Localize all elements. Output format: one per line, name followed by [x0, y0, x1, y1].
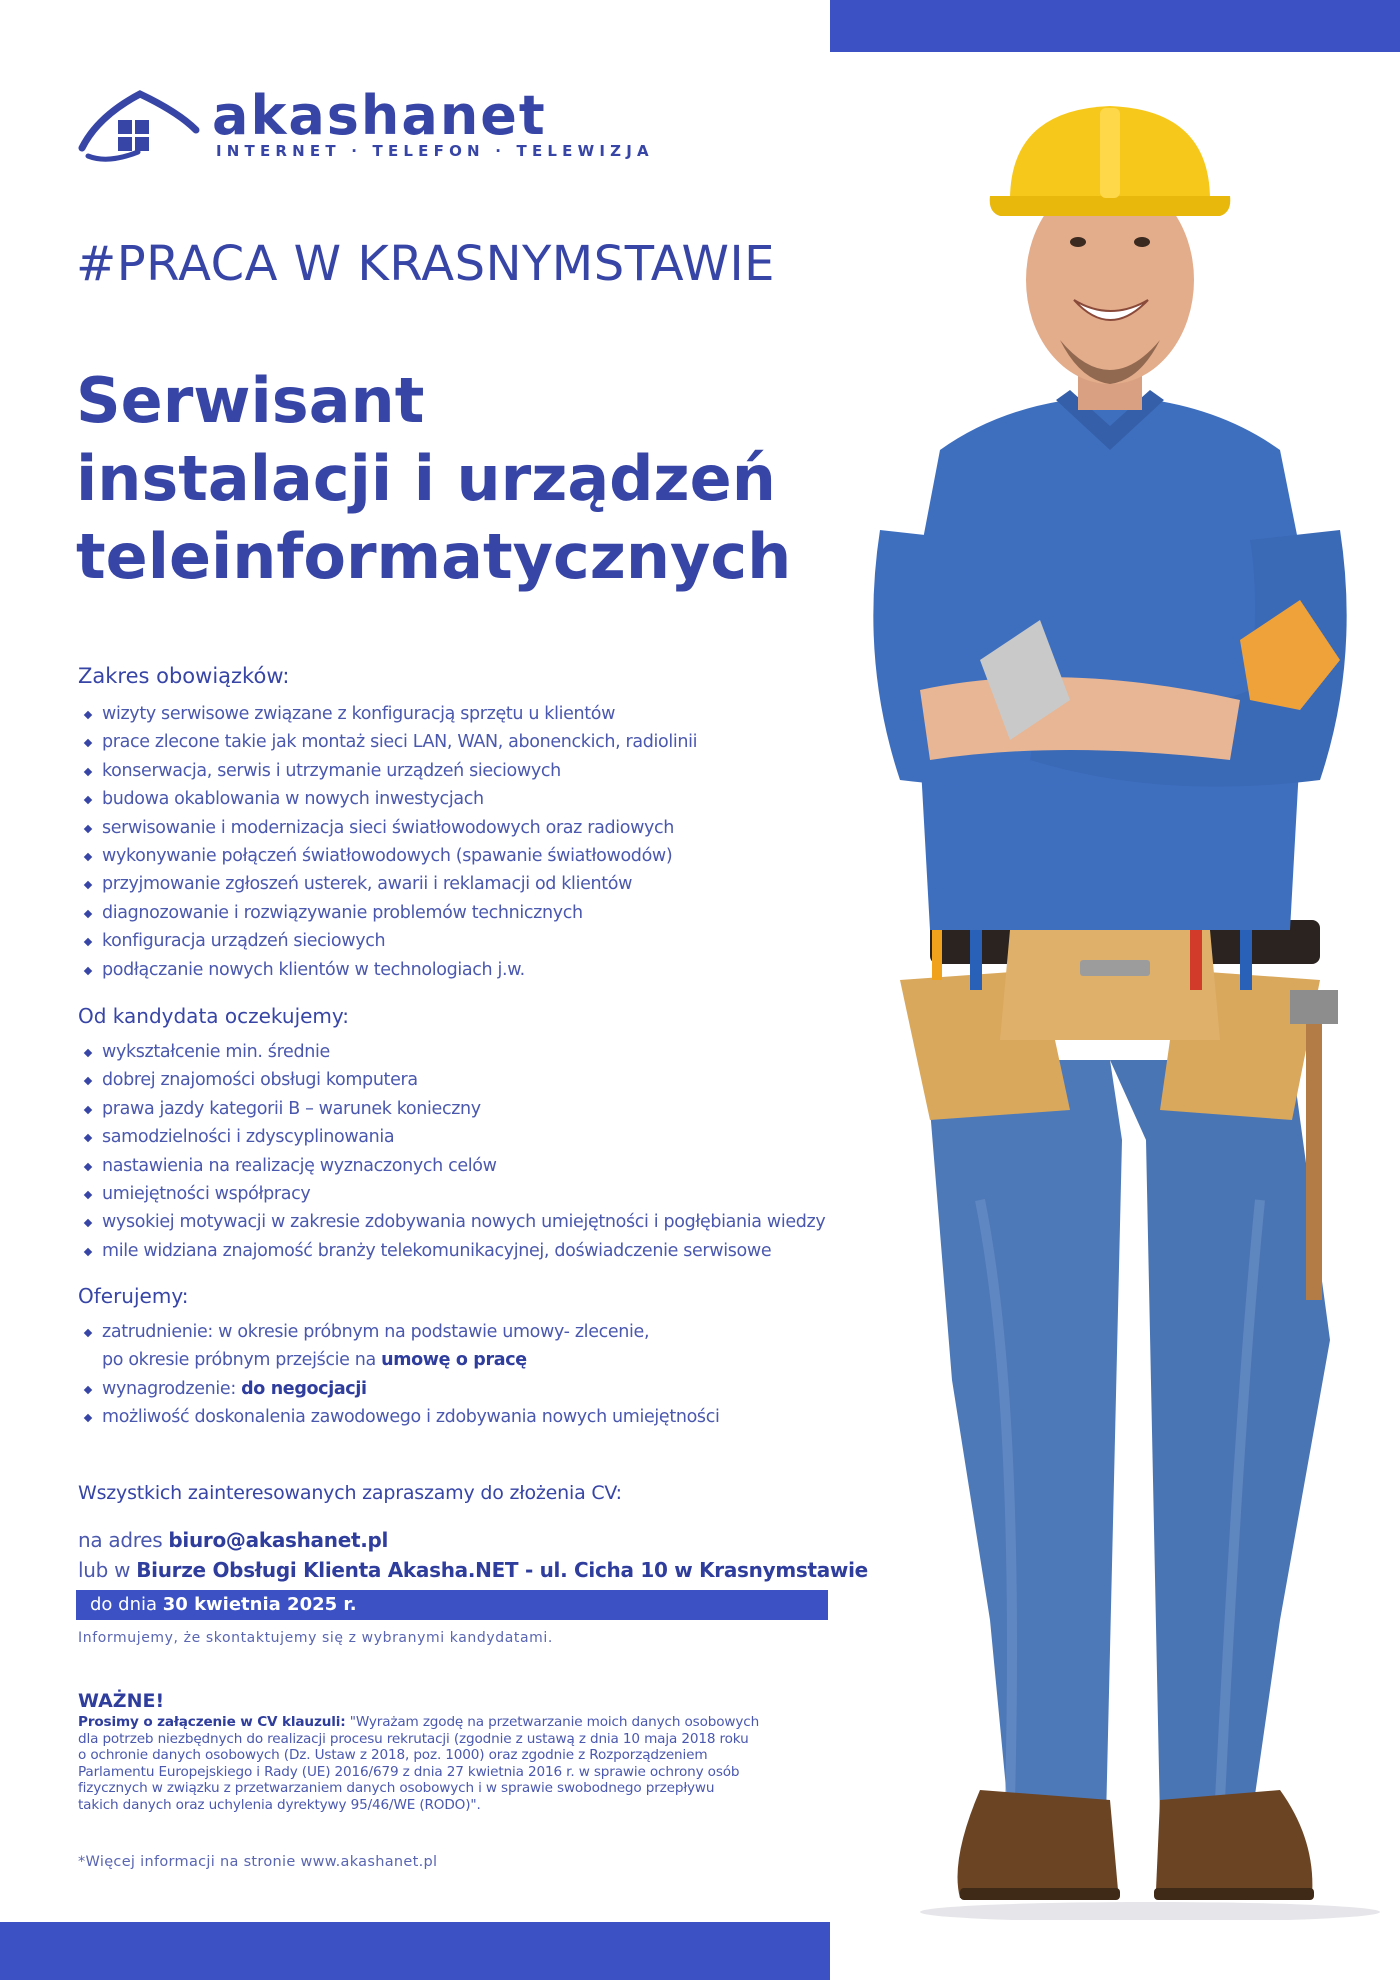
email-link[interactable]: biuro@akashanet.pl — [168, 1528, 389, 1552]
list-item: możliwość doskonalenia zawodowego i zdobywania nowych umiejętności — [82, 1403, 862, 1431]
duties-list — [82, 700, 862, 984]
list-item: prawa jazdy kategorii B – warunek konieczny — [82, 1095, 862, 1123]
invite-text: Wszystkich zainteresowanych zapraszamy do złożenia CV: — [78, 1482, 622, 1504]
office-address: Biurze Obsługi Klienta Akasha.NET - ul. Cicha 10 w Krasnymstawie — [136, 1558, 868, 1582]
company-logo — [78, 86, 678, 176]
important-heading: WAŻNE! — [78, 1690, 165, 1712]
diamond-bullet-icon — [84, 1219, 92, 1227]
inform-note: Informujemy, że skontaktujemy się z wybranymi kandydatami. — [78, 1630, 553, 1646]
list-item: nastawienia na realizację wyznaczonych celów — [82, 1152, 862, 1180]
list-item: konserwacja, serwis i utrzymanie urządzeń sieciowych — [82, 757, 862, 785]
diamond-bullet-icon — [84, 824, 92, 832]
job-title — [76, 362, 836, 596]
job-title-line: instalacji i urządzeń — [76, 442, 776, 515]
duties-heading: Zakres obowiązków: — [78, 664, 290, 688]
diamond-bullet-icon — [84, 739, 92, 747]
list-item: wykonywanie połączeń światłowodowych (spawanie światłowodów) — [82, 842, 862, 870]
list-item: konfiguracja urządzeń sieciowych — [82, 927, 862, 955]
diamond-bullet-icon — [84, 1248, 92, 1256]
list-item: wykształcenie min. średnie — [82, 1038, 862, 1066]
more-info-link[interactable]: *Więcej informacji na stronie www.akashanet.pl — [78, 1854, 438, 1870]
offer-heading: Oferujemy: — [78, 1284, 189, 1308]
list-item: wynagrodzenie: do negocjacji — [82, 1375, 862, 1403]
house-logo-icon — [78, 86, 208, 166]
list-item: wizyty serwisowe związane z konfiguracją sprzętu u klientów — [82, 700, 862, 728]
diamond-bullet-icon — [84, 1162, 92, 1170]
list-item: diagnozowanie i rozwiązywanie problemów technicznych — [82, 899, 862, 927]
list-item: podłączanie nowych klientów w technologiach j.w. — [82, 956, 862, 984]
diamond-bullet-icon — [84, 966, 92, 974]
worker-photo — [860, 100, 1400, 1920]
diamond-bullet-icon — [84, 853, 92, 861]
list-item: samodzielności i zdyscyplinowania — [82, 1123, 862, 1151]
bottom-accent-bar — [0, 1922, 830, 1980]
top-accent-bar — [830, 0, 1400, 52]
diamond-bullet-icon — [84, 768, 92, 776]
list-item: prace zlecone takie jak montaż sieci LAN, WAN, abonenckich, radiolinii — [82, 728, 862, 756]
deadline-text: do dnia 30 kwietnia 2025 r. — [90, 1594, 357, 1615]
requirements-list — [82, 1038, 862, 1265]
job-title-line: teleinformatycznych — [76, 520, 792, 593]
brand-tagline: INTERNET · TELEFON · TELEWIZJA — [216, 142, 654, 160]
diamond-bullet-icon — [84, 1049, 92, 1057]
offer-list — [82, 1318, 862, 1432]
list-item: przyjmowanie zgłoszeń usterek, awarii i reklamacji od klientów — [82, 870, 862, 898]
diamond-bullet-icon — [84, 796, 92, 804]
diamond-bullet-icon — [84, 1329, 92, 1337]
diamond-bullet-icon — [84, 1414, 92, 1422]
diamond-bullet-icon — [84, 1106, 92, 1114]
list-item: serwisowanie i modernizacja sieci światłowodowych oraz radiowych — [82, 814, 862, 842]
list-item: mile widziana znajomość branży telekomunikacyjnej, doświadczenie serwisowe — [82, 1237, 862, 1265]
diamond-bullet-icon — [84, 711, 92, 719]
contact-address: na adres biuro@akashanet.pl lub w Biurze Obsługi Klienta Akasha.NET - ul. Cicha 10 w Krasnymstawie — [78, 1528, 868, 1582]
list-item: wysokiej motywacji w zakresie zdobywania nowych umiejętności i pogłębiania wiedzy — [82, 1208, 862, 1236]
diamond-bullet-icon — [84, 938, 92, 946]
list-item: dobrej znajomości obsługi komputera — [82, 1066, 862, 1094]
hashtag-heading: #PRACA W KRASNYMSTAWIE — [76, 236, 775, 292]
diamond-bullet-icon — [84, 881, 92, 889]
diamond-bullet-icon — [84, 1191, 92, 1199]
list-item: zatrudnienie: w okresie próbnym na podstawie umowy- zlecenie, po okresie próbnym przejście na umowę o pracę — [82, 1318, 862, 1375]
diamond-bullet-icon — [84, 1386, 92, 1394]
diamond-bullet-icon — [84, 910, 92, 918]
diamond-bullet-icon — [84, 1077, 92, 1085]
list-item: budowa okablowania w nowych inwestycjach — [82, 785, 862, 813]
brand-name: akashanet — [212, 84, 547, 147]
diamond-bullet-icon — [84, 1134, 92, 1142]
list-item: umiejętności współpracy — [82, 1180, 862, 1208]
requirements-heading: Od kandydata oczekujemy: — [78, 1004, 350, 1028]
rodo-clause: Prosimy o załączenie w CV klauzuli: "Wyrażam zgodę na przetwarzanie moich danych osobowych dla potrzeb niezbędnych do realizacji procesu rekrutacji (zgodnie z ustawą z dnia 10 maja 2018 roku o ochronie danych osobowych (Dz. Ustaw z 2018, poz. 1000) oraz zgodnie z Rozporządzeniem Parlamentu Europejskiego i Rady (UE) 2016/679 z dnia 27 kwietnia 2016 r. w sprawie ochrony osób fizycznych w związku z przetwarzaniem danych osobowych i w sprawie swobodnego przepływu takich danych oraz uchylenia dyrektywy 95/46/WE (RODO)". — [78, 1714, 760, 1813]
job-title-line: Serwisant — [76, 364, 425, 437]
